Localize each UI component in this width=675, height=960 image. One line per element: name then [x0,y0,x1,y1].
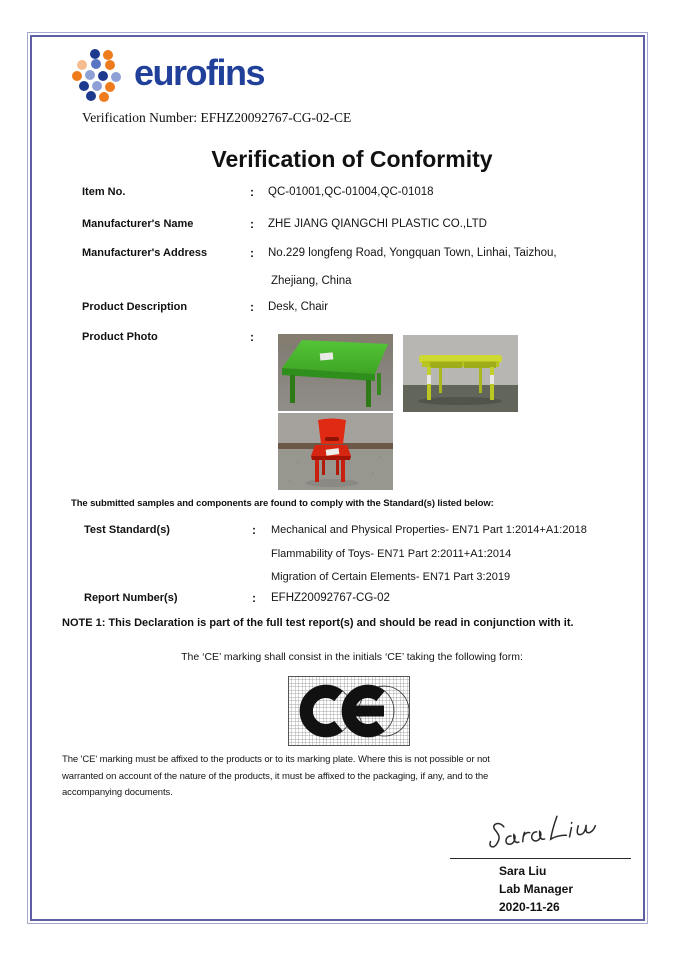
test-standards-colon: : [252,523,256,537]
product-photo-green-desk [278,334,393,411]
manufacturer-address-label: Manufacturer's Address [82,247,208,259]
product-photo-yellow-table [403,335,518,412]
verification-number-value: EFHZ20092767-CG-02-CE [200,110,352,125]
report-number-value: EFHZ20092767-CG-02 [271,592,390,604]
product-photo-red-chair [278,413,393,490]
signature-handwriting [487,810,602,858]
ce-paragraph [62,752,490,802]
item-no-value: QC-01001,QC-01004,QC-01018 [268,186,434,198]
note-statement: NOTE 1: This Declaration is part of the full test report(s) and should be read in conjunction with it. [62,617,574,629]
signature-line [450,858,631,859]
report-number-colon: : [252,591,256,605]
eurofins-logo-text: eurofins [134,52,265,93]
ce-paragraph-line: accompanying documents. [62,787,173,798]
compliance-statement: The submitted samples and components are found to comply with the Standard(s) listed below: [71,498,494,509]
manufacturer-address-value-line1: No.229 longfeng Road, Yongquan Town, Linhai, Taizhou, [268,247,557,259]
product-description-colon: : [250,300,254,314]
ce-marking-image [288,676,410,746]
test-standard-item: Mechanical and Physical Properties- EN71 Part 1:2014+A1:2018 [271,524,587,536]
manufacturer-address-colon: : [250,246,254,260]
verification-number-line [82,110,351,126]
eurofins-logo-icon [70,46,128,104]
item-no-colon: : [250,185,254,199]
manufacturer-address-value-line2: Zhejiang, China [271,275,352,287]
product-photo-colon: : [250,330,254,344]
product-description-value: Desk, Chair [268,301,329,313]
signatory-role: Lab Manager [499,882,574,896]
test-standards-list [271,519,587,590]
manufacturer-name-colon: : [250,217,254,231]
test-standards-label: Test Standard(s) [84,524,170,536]
signature-date: 2020-11-26 [499,900,560,914]
test-standard-item: Flammability of Toys- EN71 Part 2:2011+A1:2014 [271,547,512,560]
manufacturer-name-label: Manufacturer's Name [82,218,194,230]
ce-paragraph-line: The 'CE' marking must be affixed to the products or to its marking plate. Where this is not possible or not [62,754,490,765]
product-photo-label: Product Photo [82,331,158,343]
report-number-label: Report Number(s) [84,592,178,604]
verification-number-label: Verification Number: [82,110,198,125]
signatory-name: Sara Liu [499,864,547,878]
ce-intro-statement: The ‘CE’ marking shall consist in the initials ‘CE’ taking the following form: [181,651,523,663]
product-description-label: Product Description [82,301,188,313]
page-title: Verification of Conformity [211,146,493,172]
manufacturer-name-value: ZHE JIANG QIANGCHI PLASTIC CO.,LTD [268,218,487,230]
ce-paragraph-line: warranted on account of the nature of the products, it must be affixed to the packaging, if any, and to the [62,770,489,782]
test-standard-item: Migration of Certain Elements- EN71 Part 3:2019 [271,571,511,583]
item-no-label: Item No. [82,186,126,198]
